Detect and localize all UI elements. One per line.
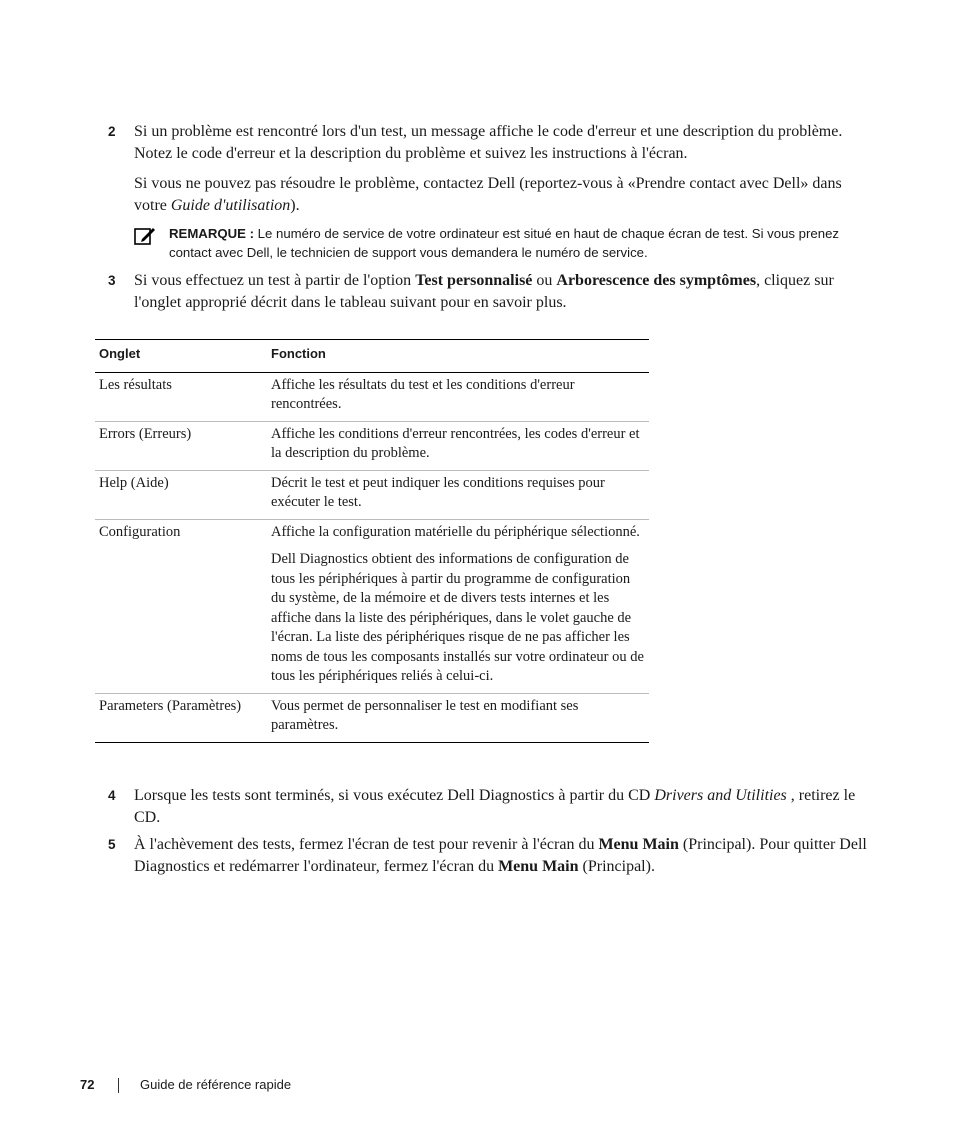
tabs-table <box>95 339 649 743</box>
step-2-text: Si un problème est rencontré lors d'un test, un message affiche le code d'erreur et une description du problème. Notez le code d'erreur et la description du problème et suivez les instructions à l'écran. <box>134 123 843 162</box>
tab-name-cell: Les résultats <box>95 372 267 421</box>
step-number: 2 <box>108 124 116 139</box>
step-3-text: Si vous effectuez un test à partir de l'option Test personnalisé ou Arborescence des symptômes, cliquez sur l'onglet approprié décrit dans le tableau suivant pour en savoir plus. <box>134 272 834 311</box>
footer-divider <box>118 1078 119 1093</box>
page-number: 72 <box>80 1077 95 1092</box>
footer-title: Guide de référence rapide <box>140 1077 292 1092</box>
table-header-row <box>95 340 649 373</box>
tab-desc-cell: Affiche la configuration matérielle du périphérique sélectionné. Dell Diagnostics obtient des informations de configuration de tous les périphériques à partir du programme de configuration du système, de la mémoire et de divers tests internes et les affiche dans la liste des périphériques, dans le volet gauche de l'écran. La liste des périphériques risque de ne pas afficher les noms de tous les composants installés sur votre ordinateur ou de tous les périphériques reliés à celui-ci. <box>267 519 649 693</box>
tab-name-cell: Parameters (Paramètres) <box>95 693 267 742</box>
step-2-contact-text: Si vous ne pouvez pas résoudre le problème, contactez Dell (reportez-vous à «Prendre contact avec Dell» dans votre Guide d'utilisation). <box>134 175 842 214</box>
tab-desc-cell: Vous permet de personnaliser le test en modifiant ses paramètres. <box>267 693 649 742</box>
table-row <box>95 519 649 693</box>
tab-desc-cell: Affiche les conditions d'erreur rencontrées, les codes d'erreur et la description du problème. <box>267 421 649 470</box>
table-row <box>95 421 649 470</box>
table-row <box>95 693 649 742</box>
step-4-text: Lorsque les tests sont terminés, si vous exécutez Dell Diagnostics à partir du CD Drivers and Utilities , retirez le CD. <box>134 787 856 826</box>
table-row <box>95 470 649 519</box>
tab-desc-cell: Décrit le test et peut indiquer les conditions requises pour exécuter le test. <box>267 470 649 519</box>
tab-name-cell: Errors (Erreurs) <box>95 421 267 470</box>
step-number: 5 <box>108 837 116 852</box>
note-label: REMARQUE : <box>169 226 254 241</box>
step-5 <box>108 834 868 878</box>
step-5-text: À l'achèvement des tests, fermez l'écran de test pour revenir à l'écran du Menu Main (Principal). Pour quitter Dell Diagnostics et redémarrer l'ordinateur, fermez l'écran du Menu Main (Principal). <box>134 836 867 875</box>
step-number: 3 <box>108 273 116 288</box>
step-4 <box>108 785 868 829</box>
step-number: 4 <box>108 788 116 803</box>
table-row <box>95 372 649 421</box>
tab-desc-cell: Affiche les résultats du test et les conditions d'erreur rencontrées. <box>267 372 649 421</box>
page-footer <box>80 1077 292 1092</box>
header-fonction: Fonction <box>267 340 649 373</box>
step-3 <box>108 270 868 314</box>
tab-name-cell: Help (Aide) <box>95 470 267 519</box>
tab-name-cell: Configuration <box>95 519 267 693</box>
note-box <box>134 224 864 262</box>
step-2 <box>108 121 868 217</box>
note-text: REMARQUE : Le numéro de service de votre ordinateur est situé en haut de chaque écran de test. Si vous prenez contact avec Dell, le technicien de support vous demandera le numéro de service. <box>169 226 840 260</box>
header-onglet: Onglet <box>95 340 267 373</box>
note-pencil-icon <box>134 226 156 246</box>
